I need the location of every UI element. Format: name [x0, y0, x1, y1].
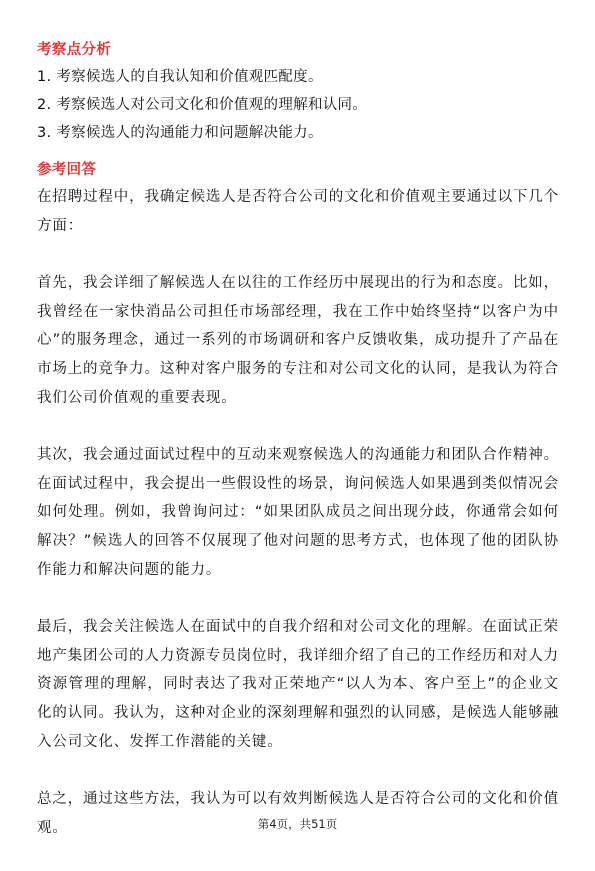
answer-paragraph-intro: 在招聘过程中，我确定候选人是否符合公司的文化和价值观主要通过以下几个方面： [37, 189, 559, 234]
analysis-list [37, 63, 557, 147]
list-item: 3. 考察候选人的沟通能力和问题解决能力。 [37, 125, 323, 141]
answer-body [37, 183, 559, 871]
answer-paragraph-second: 其次，我会通过面试过程中的互动来观察候选人的沟通能力和团队合作精神。在面试过程中，我会提出一些假设性的场景，询问候选人如果遇到类似情况会如何处理。例如，我曾询问过：“如果团队成员之间出现分歧，你通常会如何解决？”候选人的回答不仅展现了他对问题的思考方式，也体现了他的团队协作能力和解决问题的能力。 [37, 447, 559, 578]
list-item: 1. 考察候选人的自我认知和价值观匹配度。 [37, 69, 323, 85]
answer-paragraph-last: 最后，我会关注候选人在面试中的自我介绍和对公司文化的理解。在面试正荣地产集团公司的人力资源专员岗位时，我详细介绍了自己的工作经历和对人力资源管理的理解，同时表达了我对正荣地产“以人为本、客户至上”的企业文化的认同。我认为，这种对企业的深刻理解和强烈的认同感，是候选人能够融入公司文化、发挥工作潜能的关键。 [37, 619, 559, 750]
section-heading-answer: 参考回答 [37, 162, 97, 178]
answer-paragraph-first: 首先，我会详细了解候选人在以往的工作经历中展现出的行为和态度。比如，我曾经在一家快消品公司担任市场部经理，我在工作中始终坚持“以客户为中心”的服务理念，通过一系列的市场调研和客户反馈收集，成功提升了产品在市场上的竞争力。这种对客户服务的专注和对公司文化的认同，是我认为符合我们公司价值观的重要表现。 [37, 275, 559, 406]
answer-paragraph-summary: 总之，通过这些方法，我认为可以有效判断候选人是否符合公司的文化和价值观。 [37, 791, 559, 836]
section-heading-analysis: 考察点分析 [37, 42, 111, 58]
page-number: 第4页，共51页 [257, 817, 338, 831]
list-item: 2. 考察候选人对公司文化和价值观的理解和认同。 [37, 97, 368, 113]
